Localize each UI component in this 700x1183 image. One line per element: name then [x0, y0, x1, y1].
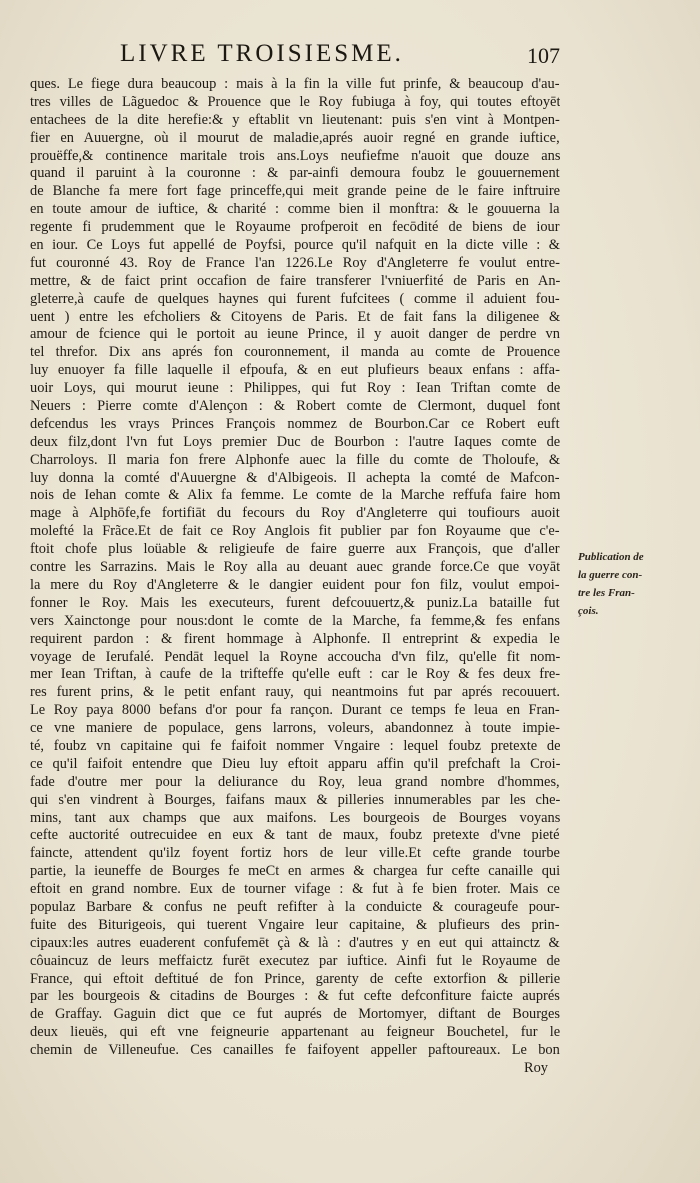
- text-line: cefte auctorité outrecuidee en eux & tant de maux, foubz pretexte d'vne pieté: [30, 827, 560, 844]
- text-line: Roy: [524, 1059, 548, 1076]
- text-line: té, foubz vn capitaine qui fe faifoit nommer Vngaire : lequel foubz pretexte de: [30, 737, 560, 754]
- text-line: defcendus les vrays Princes François nommez de Bourbon.Car ce Robert euft: [30, 415, 560, 432]
- page-number: 107: [527, 43, 560, 68]
- text-line: Charroloys. Il maria fon frere Alphonfe auec la fille du comte de Tholoufe, &: [30, 451, 560, 468]
- running-header-title: LIVRE TROISIESME.: [120, 40, 404, 67]
- text-line: fier en Auuergne, où il mourut de maladie,aprés auoir regné en grande iuftice,: [30, 129, 560, 146]
- text-line: res furent prins, & le petit enfant rauy, qui neantmoins fut par aprés recouuert.: [30, 684, 560, 701]
- text-line: eftoit en grand nombre. Eux de tourner vifage : & fut à fe bien froter. Mais ce: [30, 881, 560, 898]
- text-line: chemin de Villeneufue. Ces canailles fe faifoyent appeller paftoureaux. Le bon: [30, 1042, 560, 1059]
- text-line: uent ) entre les efcholiers & Citoyens de Paris. Et de fait fans la diligenee &: [30, 308, 560, 325]
- text-line: regente fi prudemment que le Royaume profperoit en fecōdité de biens de iour: [30, 219, 560, 236]
- text-line: par les bourgeois & citadins de Bourges : & fut cefte defconfiture faicte auprés: [30, 988, 560, 1005]
- text-line: uoir Loys, qui mourut ieune : Philippes, qui fut Roy : Iean Triftan comte de: [30, 380, 560, 397]
- text-line: gleterre,à caufe de quelques haynes qui furent fufcitees ( comme il aduient fou-: [30, 290, 560, 307]
- marginal-note-line: Publication de: [578, 551, 644, 563]
- text-line: fade d'outre mer pour la deliurance du Roy, leua grand nombre d'hommes,: [30, 773, 560, 790]
- text-line: partie, la ieuneffe de Bourges fe meCt en armes & chargea fur cefte canaille qui: [30, 863, 560, 880]
- text-line: deux filz,dont l'vn fut Loys premier Duc de Bourbon : l'autre Iaques comte de: [30, 433, 560, 450]
- text-line: Neuers : Pierre comte d'Alençon : & Robert comte de Clermont, duquel font: [30, 398, 560, 415]
- text-line: en toute amour de iuftice, & charité : comme bien il monftra: & le gouuerna la: [30, 201, 560, 218]
- text-line: populaz Barbare & confus ne peuft refifter à la conduicte & courageufe pour-: [30, 898, 560, 915]
- text-line: côuaincuz de leurs meffaictz furēt executez par iuftice. Ainfi fut le Royaume de: [30, 952, 560, 969]
- text-line: qui s'en vindrent à Bourges, faifans maux & pilleries innumerables par les che-: [30, 791, 560, 808]
- text-line: nois de Iehan comte & Alix fa femme. Le comte de la Marche reffufa faire hom: [30, 487, 560, 504]
- text-line: quand il paruint à la couronne : & par-ainfi demoura foubz le gouuernement: [30, 165, 560, 182]
- text-line: fut couronné 43. Roy de France l'an 1226.Le Roy d'Angleterre fe voulut entre-: [30, 254, 560, 271]
- text-line: de Graffay. Gaguin dict que ce fut auprés de Mortomyer, diftant de Bourges: [30, 1006, 560, 1023]
- text-line: mage à Alphōfe,fe fortifiāt du fecours du Roy d'Angleterre qui toufiours auoit: [30, 505, 560, 522]
- text-line: mettre, & de faict print occafion de faire transferer l'vniuerfité de Paris en An-: [30, 272, 560, 289]
- text-line: deux lieuës, qui eft vne feigneurie appartenant au feigneur Bouchetel, fur le: [30, 1024, 560, 1041]
- text-line: cipaux:les autres euaderent confufemēt çà & là : d'autres y en eut qui attainctz &: [30, 934, 560, 951]
- text-line: de Blanche fa mere fort fage princeffe,qui meit grande peine de le faire inftruire: [30, 183, 560, 200]
- text-line: faincte, attendent qu'ilz foyent fortiz hors de leur ville.Et cefte grande tourbe: [30, 845, 560, 862]
- text-line: vers Xainctonge pour nous:dont le comte de la Marche, fa femme,& fes enfans: [30, 612, 560, 629]
- text-line: mer Iean Triftan, à caufe de la trifteffe qu'elle euft : car le Roy & fes deux fre-: [30, 666, 560, 683]
- text-line: luy donna la comté d'Auuergne & d'Albigeois. Il achepta la comté de Mafcon-: [30, 469, 560, 486]
- marginal-note-line: tre les Fran-: [578, 586, 635, 599]
- text-line: Le Roy paya 8000 befans d'or pour fa rançon. Durant ce temps fe leua en Fran-: [30, 702, 560, 719]
- text-line: tel threfor. Dix ans aprés fon couronnement, il manda au comte de Prouence: [30, 344, 560, 361]
- text-line: molefté la Frãce.Et de fait ce Roy Anglois fit publier par fon Royaume que c'e-: [30, 523, 560, 540]
- text-line: tres villes de Lãguedoc & Prouence que le Roy fubiuga à foy, qui toutes eftoyēt: [30, 93, 560, 110]
- text-line: en iour. Ce Loys fut appellé de Poyfsi, pource qu'il nafquit en la dicte ville : &: [30, 237, 560, 254]
- text-line: amour de fcience qui le portoit au ieune Prince, il y auoit danger de perdre vn: [30, 326, 560, 343]
- text-line: requirent pardon : & firent hommage à Alphonfe. Il entreprint & expedia le: [30, 630, 560, 647]
- marginal-note-line: la guerre con-: [578, 568, 643, 581]
- text-line: mins, tant aux champs que aux maifons. Les bourgeois de Bourges voyans: [30, 809, 560, 826]
- text-line: contre les Sarrazins. Mais le Roy alla au deuant auec grande force.Ce que voyāt: [30, 559, 560, 576]
- text-line: la mere du Roy d'Angleterre & le dangier euident pour fon filz, voulut empoi-: [30, 576, 560, 593]
- text-line: ques. Le fiege dura beaucoup : mais à la fin la ville fut prinfe, & beaucoup d'au-: [30, 76, 560, 92]
- marginal-note-line: çois.: [578, 604, 599, 617]
- text-line: ce qu'il faifoit entendre que Dieu luy eftoit apparu affin qu'il prefchaft la Croi-: [30, 755, 560, 772]
- text-line: entachees de la dite herefie:& y eftablit vn lieutenant: puis s'en vint à Montpen-: [30, 111, 560, 128]
- text-line: fonner le Roy. Mais les executeurs, furent defcouuertz,& puniz.La bataille fut: [30, 594, 560, 611]
- body-text: [30, 76, 560, 1078]
- text-line: ce vne maniere de populace, gens larrons, voleurs, abandonnez à toute impie-: [30, 720, 560, 737]
- text-line: fuite des Biturigeois, qui tuerent Vngaire leur capitaine, & plufieurs des prin-: [30, 916, 560, 933]
- text-line: prouëffe,& continence maritale trois ans.Loys neufiefme n'auoit que douze ans: [30, 147, 560, 164]
- text-line: France, qui eftoit deftitué de fon Prince, garenty de cefte extorfion & pillerie: [30, 970, 560, 987]
- text-line: luy enuoyer fa fille laquelle il efpoufa, & en eut plufieurs beaux enfans : affa-: [30, 362, 560, 379]
- marginal-note: [578, 549, 688, 621]
- text-line: ftoit chofe plus loüable & religieufe de faire guerre aux François, que d'aller: [30, 541, 560, 558]
- text-line: voyage de Ierufalé. Pendāt lequel la Royne accoucha d'vn filz, qu'elle fit nom-: [30, 648, 560, 665]
